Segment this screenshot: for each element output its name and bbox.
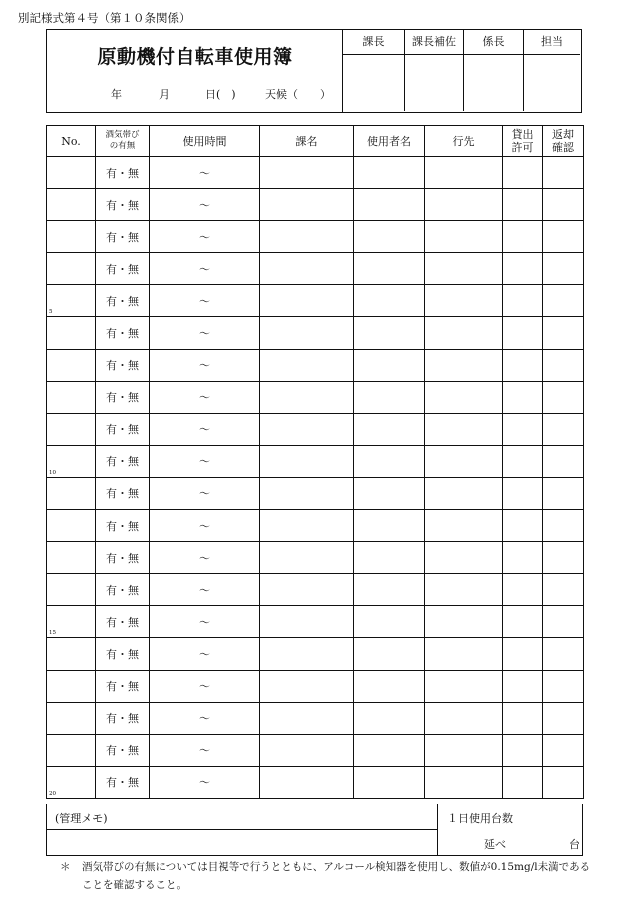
- cell-return-check[interactable]: [543, 381, 584, 413]
- cell-return-check[interactable]: [543, 285, 584, 317]
- cell-no[interactable]: [47, 349, 96, 381]
- cell-destination[interactable]: [425, 189, 503, 221]
- cell-section[interactable]: [260, 381, 354, 413]
- cell-destination[interactable]: [425, 574, 503, 606]
- footnote-mark: ＊: [60, 861, 71, 873]
- memo-label: (管理メモ): [55, 812, 108, 825]
- cell-alcohol[interactable]: 有・無: [96, 477, 150, 509]
- cell-user[interactable]: [354, 638, 425, 670]
- cell-lend-permit[interactable]: [503, 189, 543, 221]
- cell-time[interactable]: ～: [150, 702, 260, 734]
- cell-destination[interactable]: [425, 157, 503, 189]
- cell-alcohol[interactable]: 有・無: [96, 189, 150, 221]
- cell-destination[interactable]: [425, 381, 503, 413]
- cell-lend-permit[interactable]: [503, 510, 543, 542]
- table-row: [47, 574, 584, 606]
- month-label: 月: [159, 88, 170, 101]
- cell-no[interactable]: [47, 670, 96, 702]
- cell-alcohol[interactable]: 有・無: [96, 734, 150, 766]
- weather-label: 天候（ ）: [265, 88, 331, 101]
- cell-user[interactable]: [354, 766, 425, 798]
- cell-no[interactable]: [47, 221, 96, 253]
- cell-time[interactable]: ～: [150, 510, 260, 542]
- cell-time[interactable]: ～: [150, 606, 260, 638]
- cell-no[interactable]: [47, 477, 96, 509]
- usage-log-table: [46, 125, 584, 799]
- cell-time[interactable]: ～: [150, 221, 260, 253]
- cell-destination[interactable]: [425, 317, 503, 349]
- row-number-marker: 20: [49, 790, 56, 797]
- cell-user[interactable]: [354, 574, 425, 606]
- day-label: 日( ): [205, 88, 236, 101]
- cell-time[interactable]: ～: [150, 734, 260, 766]
- footnote-text: 酒気帯びの有無については目視等で行うとともに、アルコール検知器を使用し、数値が0.15mg/l未満であることを確認すること。: [82, 861, 591, 891]
- cell-return-check[interactable]: [543, 638, 584, 670]
- cell-time[interactable]: ～: [150, 189, 260, 221]
- cell-lend-permit[interactable]: [503, 477, 543, 509]
- cell-section[interactable]: [260, 189, 354, 221]
- stamp-staff[interactable]: [523, 29, 580, 111]
- cell-destination[interactable]: [425, 510, 503, 542]
- cell-time[interactable]: ～: [150, 574, 260, 606]
- cell-no[interactable]: [47, 253, 96, 285]
- table-row: [47, 702, 584, 734]
- cell-return-check[interactable]: [543, 221, 584, 253]
- cell-section[interactable]: [260, 670, 354, 702]
- cell-lend-permit[interactable]: [503, 317, 543, 349]
- daily-usage-label: １日使用台数: [447, 812, 513, 825]
- cell-alcohol[interactable]: 有・無: [96, 157, 150, 189]
- cell-return-check[interactable]: [543, 734, 584, 766]
- row-number-marker: 10: [49, 469, 56, 476]
- table-row: [47, 670, 584, 702]
- year-label: 年: [111, 88, 122, 101]
- header-box: [46, 29, 582, 113]
- cell-user[interactable]: [354, 542, 425, 574]
- cell-alcohol[interactable]: 有・無: [96, 285, 150, 317]
- cell-time[interactable]: ～: [150, 381, 260, 413]
- cell-alcohol[interactable]: 有・無: [96, 670, 150, 702]
- cell-return-check[interactable]: [543, 606, 584, 638]
- cell-section[interactable]: [260, 766, 354, 798]
- cell-section[interactable]: [260, 157, 354, 189]
- cell-user[interactable]: [354, 413, 425, 445]
- cell-no[interactable]: [47, 413, 96, 445]
- cell-return-check[interactable]: [543, 253, 584, 285]
- cell-lend-permit[interactable]: [503, 285, 543, 317]
- cell-user[interactable]: [354, 189, 425, 221]
- cell-destination[interactable]: [425, 638, 503, 670]
- row-number-marker: 15: [49, 630, 56, 637]
- cell-no[interactable]: [47, 189, 96, 221]
- col-return-check: 返却 確認: [543, 126, 584, 157]
- cell-user[interactable]: [354, 253, 425, 285]
- table-row: [47, 157, 584, 189]
- approval-stamps: [342, 29, 581, 113]
- cell-lend-permit[interactable]: [503, 349, 543, 381]
- cell-user[interactable]: [354, 670, 425, 702]
- cell-section[interactable]: [260, 734, 354, 766]
- cell-lend-permit[interactable]: [503, 542, 543, 574]
- cell-time[interactable]: ～: [150, 285, 260, 317]
- col-user: 使用者名: [354, 126, 425, 157]
- cell-lend-permit[interactable]: [503, 253, 543, 285]
- memo-divider: [47, 829, 437, 830]
- cell-return-check[interactable]: [543, 510, 584, 542]
- stamp-header: 課長: [343, 29, 404, 55]
- table-header-row: [47, 126, 584, 157]
- cell-alcohol[interactable]: 有・無: [96, 606, 150, 638]
- table-row: [47, 606, 584, 638]
- cell-lend-permit[interactable]: [503, 381, 543, 413]
- table-row: [47, 317, 584, 349]
- cell-time[interactable]: ～: [150, 157, 260, 189]
- cell-lend-permit[interactable]: [503, 702, 543, 734]
- management-memo-field[interactable]: [47, 804, 438, 855]
- stamp-section-chief[interactable]: [343, 29, 404, 111]
- cell-no[interactable]: [47, 285, 96, 317]
- cell-return-check[interactable]: [543, 157, 584, 189]
- cell-time[interactable]: ～: [150, 477, 260, 509]
- cell-user[interactable]: [354, 157, 425, 189]
- cell-lend-permit[interactable]: [503, 445, 543, 477]
- cell-section[interactable]: [260, 510, 354, 542]
- table-row: [47, 349, 584, 381]
- cell-time[interactable]: ～: [150, 253, 260, 285]
- cell-alcohol[interactable]: 有・無: [96, 542, 150, 574]
- cell-return-check[interactable]: [543, 189, 584, 221]
- total-label: 延べ: [484, 838, 506, 851]
- cell-no[interactable]: [47, 638, 96, 670]
- cell-user[interactable]: [354, 702, 425, 734]
- cell-no[interactable]: [47, 542, 96, 574]
- table-row: [47, 445, 584, 477]
- cell-lend-permit[interactable]: [503, 157, 543, 189]
- cell-section[interactable]: [260, 542, 354, 574]
- row-number-marker: 5: [49, 309, 53, 316]
- cell-alcohol[interactable]: 有・無: [96, 349, 150, 381]
- cell-section[interactable]: [260, 477, 354, 509]
- cell-no[interactable]: [47, 606, 96, 638]
- cell-return-check[interactable]: [543, 574, 584, 606]
- cell-destination[interactable]: [425, 477, 503, 509]
- stamp-header: 課長補佐: [405, 29, 463, 55]
- stamp-header: 係長: [464, 29, 523, 55]
- cell-return-check[interactable]: [543, 445, 584, 477]
- table-row: [47, 477, 584, 509]
- cell-time[interactable]: ～: [150, 317, 260, 349]
- table-row: [47, 638, 584, 670]
- cell-return-check[interactable]: [543, 542, 584, 574]
- cell-destination[interactable]: [425, 670, 503, 702]
- unit-label: 台: [569, 838, 580, 851]
- cell-time[interactable]: ～: [150, 542, 260, 574]
- cell-no[interactable]: [47, 381, 96, 413]
- cell-lend-permit[interactable]: [503, 606, 543, 638]
- cell-section[interactable]: [260, 574, 354, 606]
- stamp-deputy-chief[interactable]: [404, 29, 463, 111]
- cell-section[interactable]: [260, 413, 354, 445]
- cell-no[interactable]: [47, 734, 96, 766]
- col-time: 使用時間: [150, 126, 260, 157]
- cell-user[interactable]: [354, 606, 425, 638]
- cell-time[interactable]: ～: [150, 638, 260, 670]
- cell-section[interactable]: [260, 317, 354, 349]
- cell-alcohol[interactable]: 有・無: [96, 413, 150, 445]
- cell-section[interactable]: [260, 606, 354, 638]
- cell-section[interactable]: [260, 702, 354, 734]
- cell-alcohol[interactable]: 有・無: [96, 766, 150, 798]
- cell-user[interactable]: [354, 381, 425, 413]
- cell-return-check[interactable]: [543, 477, 584, 509]
- cell-no[interactable]: [47, 766, 96, 798]
- cell-section[interactable]: [260, 253, 354, 285]
- cell-alcohol[interactable]: 有・無: [96, 253, 150, 285]
- cell-section[interactable]: [260, 221, 354, 253]
- cell-user[interactable]: [354, 349, 425, 381]
- cell-destination[interactable]: [425, 542, 503, 574]
- cell-user[interactable]: [354, 734, 425, 766]
- table-row: [47, 510, 584, 542]
- table-row: [47, 253, 584, 285]
- cell-lend-permit[interactable]: [503, 638, 543, 670]
- cell-lend-permit[interactable]: [503, 574, 543, 606]
- form-number: 別記様式第４号（第１０条関係）: [18, 11, 191, 25]
- cell-alcohol[interactable]: 有・無: [96, 702, 150, 734]
- table-row: [47, 189, 584, 221]
- cell-lend-permit[interactable]: [503, 766, 543, 798]
- table-row: [47, 285, 584, 317]
- cell-alcohol[interactable]: 有・無: [96, 221, 150, 253]
- cell-return-check[interactable]: [543, 766, 584, 798]
- cell-time[interactable]: ～: [150, 413, 260, 445]
- col-no: No.: [47, 126, 96, 157]
- cell-no[interactable]: [47, 317, 96, 349]
- cell-alcohol[interactable]: 有・無: [96, 317, 150, 349]
- cell-section[interactable]: [260, 349, 354, 381]
- table-row: [47, 766, 584, 798]
- cell-return-check[interactable]: [543, 349, 584, 381]
- cell-time[interactable]: ～: [150, 766, 260, 798]
- cell-return-check[interactable]: [543, 702, 584, 734]
- col-lend-permit: 貸出 許可: [503, 126, 543, 157]
- col-alcohol: 酒気帯び の有無: [96, 126, 150, 157]
- col-destination: 行先: [425, 126, 503, 157]
- table-row: [47, 413, 584, 445]
- col-section: 課名: [260, 126, 354, 157]
- cell-user[interactable]: [354, 445, 425, 477]
- cell-destination[interactable]: [425, 253, 503, 285]
- cell-destination[interactable]: [425, 734, 503, 766]
- cell-destination[interactable]: [425, 285, 503, 317]
- cell-lend-permit[interactable]: [503, 670, 543, 702]
- cell-destination[interactable]: [425, 766, 503, 798]
- cell-section[interactable]: [260, 285, 354, 317]
- cell-no[interactable]: [47, 445, 96, 477]
- cell-lend-permit[interactable]: [503, 221, 543, 253]
- stamp-header: 担当: [524, 29, 580, 55]
- cell-time[interactable]: ～: [150, 445, 260, 477]
- cell-user[interactable]: [354, 221, 425, 253]
- table-row: [47, 381, 584, 413]
- cell-no[interactable]: [47, 702, 96, 734]
- cell-destination[interactable]: [425, 413, 503, 445]
- cell-user[interactable]: [354, 317, 425, 349]
- cell-lend-permit[interactable]: [503, 734, 543, 766]
- cell-alcohol[interactable]: 有・無: [96, 510, 150, 542]
- cell-destination[interactable]: [425, 702, 503, 734]
- cell-time[interactable]: ～: [150, 349, 260, 381]
- cell-no[interactable]: [47, 574, 96, 606]
- cell-destination[interactable]: [425, 445, 503, 477]
- cell-alcohol[interactable]: 有・無: [96, 381, 150, 413]
- cell-section[interactable]: [260, 445, 354, 477]
- cell-no[interactable]: [47, 510, 96, 542]
- cell-return-check[interactable]: [543, 317, 584, 349]
- page-title: 原動機付自転車使用簿: [97, 46, 293, 68]
- cell-time[interactable]: ～: [150, 670, 260, 702]
- cell-destination[interactable]: [425, 349, 503, 381]
- cell-alcohol[interactable]: 有・無: [96, 638, 150, 670]
- cell-alcohol[interactable]: 有・無: [96, 445, 150, 477]
- cell-user[interactable]: [354, 510, 425, 542]
- cell-return-check[interactable]: [543, 413, 584, 445]
- table-row: [47, 542, 584, 574]
- cell-section[interactable]: [260, 638, 354, 670]
- cell-lend-permit[interactable]: [503, 413, 543, 445]
- table-row: [47, 734, 584, 766]
- cell-user[interactable]: [354, 477, 425, 509]
- stamp-subsection-chief[interactable]: [463, 29, 523, 111]
- cell-user[interactable]: [354, 285, 425, 317]
- table-row: [47, 221, 584, 253]
- cell-alcohol[interactable]: 有・無: [96, 574, 150, 606]
- cell-destination[interactable]: [425, 606, 503, 638]
- cell-no[interactable]: [47, 157, 96, 189]
- cell-destination[interactable]: [425, 221, 503, 253]
- memo-box: [46, 804, 583, 856]
- cell-return-check[interactable]: [543, 670, 584, 702]
